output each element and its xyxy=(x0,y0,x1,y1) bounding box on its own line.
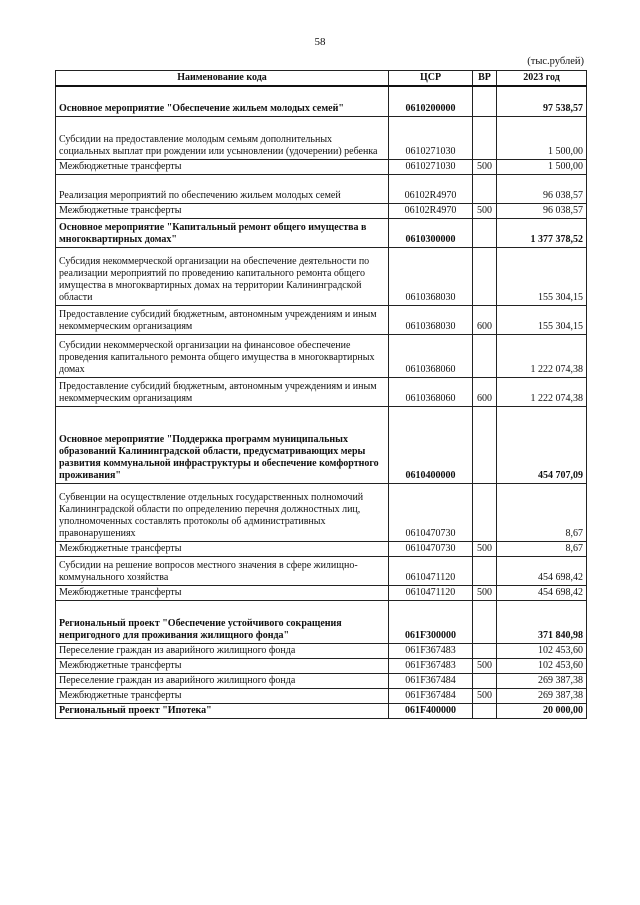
row-vr xyxy=(473,334,497,377)
table-row xyxy=(56,203,587,218)
row-csr: 0610471120 xyxy=(389,556,473,585)
row-name: Межбюджетные трансферты xyxy=(56,203,389,218)
row-vr xyxy=(473,247,497,305)
row-amount: 454 698,42 xyxy=(497,556,587,585)
row-amount: 155 304,15 xyxy=(497,247,587,305)
row-csr: 0610200000 xyxy=(389,86,473,116)
row-amount: 371 840,98 xyxy=(497,600,587,643)
row-amount: 454 707,09 xyxy=(497,406,587,483)
table-row xyxy=(56,483,587,541)
row-vr xyxy=(473,703,497,718)
budget-table xyxy=(55,70,587,719)
row-vr xyxy=(473,116,497,159)
table-row xyxy=(56,86,587,116)
row-vr: 500 xyxy=(473,658,497,673)
row-name: Региональный проект "Обеспечение устойчивого сокращения непригодного для проживания жилищного фонда" xyxy=(56,600,389,643)
row-csr: 0610368060 xyxy=(389,377,473,406)
row-name: Субсидии некоммерческой организации на финансовое обеспечение проведения капитального ремонта общего имущества в многоквартирных домах xyxy=(56,334,389,377)
row-amount: 8,67 xyxy=(497,541,587,556)
table-row xyxy=(56,305,587,334)
row-csr: 0610368060 xyxy=(389,334,473,377)
row-amount: 1 500,00 xyxy=(497,159,587,174)
row-vr: 500 xyxy=(473,585,497,600)
row-csr: 0610471120 xyxy=(389,585,473,600)
table-row xyxy=(56,377,587,406)
row-amount: 1 500,00 xyxy=(497,116,587,159)
row-vr xyxy=(473,556,497,585)
table-row xyxy=(56,541,587,556)
row-amount: 155 304,15 xyxy=(497,305,587,334)
row-amount: 1 222 074,38 xyxy=(497,377,587,406)
row-vr: 500 xyxy=(473,688,497,703)
header-name: Наименование кода xyxy=(56,71,389,87)
row-csr: 06102R4970 xyxy=(389,174,473,203)
row-name: Переселение граждан из аварийного жилищного фонда xyxy=(56,643,389,658)
row-amount: 8,67 xyxy=(497,483,587,541)
row-amount: 269 387,38 xyxy=(497,688,587,703)
row-csr: 06102R4970 xyxy=(389,203,473,218)
row-vr: 500 xyxy=(473,159,497,174)
row-vr: 600 xyxy=(473,377,497,406)
table-row xyxy=(56,159,587,174)
row-csr: 0610470730 xyxy=(389,483,473,541)
row-name: Региональный проект "Ипотека" xyxy=(56,703,389,718)
table-row xyxy=(56,174,587,203)
row-name: Межбюджетные трансферты xyxy=(56,541,389,556)
row-csr: 0610271030 xyxy=(389,159,473,174)
table-row xyxy=(56,643,587,658)
row-vr xyxy=(473,600,497,643)
row-name: Предоставление субсидий бюджетным, автономным учреждениям и иным некоммерческим организациям xyxy=(56,305,389,334)
row-name: Субсидия некоммерческой организации на обеспечение деятельности по реализации мероприятий по проведению капитального ремонта общего имущества в многоквартирных домах на территории Калининградской области xyxy=(56,247,389,305)
row-name: Основное мероприятие "Обеспечение жильем молодых семей" xyxy=(56,86,389,116)
table-row xyxy=(56,406,587,483)
row-name: Межбюджетные трансферты xyxy=(56,585,389,600)
row-csr: 061F400000 xyxy=(389,703,473,718)
table-row xyxy=(56,247,587,305)
row-vr: 500 xyxy=(473,203,497,218)
row-csr: 0610400000 xyxy=(389,406,473,483)
row-amount: 102 453,60 xyxy=(497,643,587,658)
row-csr: 061F367484 xyxy=(389,688,473,703)
row-name: Основное мероприятие "Поддержка программ муниципальных образований Калининградской области, предусматривающих меры развития коммунальной инфраструктуры и обеспечение комфортного проживания" xyxy=(56,406,389,483)
row-csr: 061F367483 xyxy=(389,658,473,673)
table-row xyxy=(56,116,587,159)
row-name: Межбюджетные трансферты xyxy=(56,658,389,673)
row-vr xyxy=(473,86,497,116)
row-amount: 454 698,42 xyxy=(497,585,587,600)
row-vr xyxy=(473,406,497,483)
row-csr: 0610368030 xyxy=(389,247,473,305)
row-amount: 1 222 074,38 xyxy=(497,334,587,377)
row-vr xyxy=(473,673,497,688)
units-label: (тыс.рублей) xyxy=(527,56,584,67)
header-year: 2023 год xyxy=(497,71,587,87)
row-csr: 0610300000 xyxy=(389,218,473,247)
row-vr xyxy=(473,174,497,203)
header-vr: ВР xyxy=(473,71,497,87)
header-csr: ЦСР xyxy=(389,71,473,87)
row-csr: 0610271030 xyxy=(389,116,473,159)
row-name: Переселение граждан из аварийного жилищного фонда xyxy=(56,673,389,688)
row-vr xyxy=(473,218,497,247)
table-row xyxy=(56,585,587,600)
table-row xyxy=(56,658,587,673)
row-csr: 061F367484 xyxy=(389,673,473,688)
row-csr: 061F367483 xyxy=(389,643,473,658)
row-name: Реализация мероприятий по обеспечению жильем молодых семей xyxy=(56,174,389,203)
table-header-row xyxy=(56,71,587,87)
table-row xyxy=(56,556,587,585)
row-name: Межбюджетные трансферты xyxy=(56,688,389,703)
table-row xyxy=(56,218,587,247)
row-vr: 500 xyxy=(473,541,497,556)
table-row xyxy=(56,703,587,718)
row-csr: 061F300000 xyxy=(389,600,473,643)
row-vr xyxy=(473,483,497,541)
row-amount: 102 453,60 xyxy=(497,658,587,673)
row-vr: 600 xyxy=(473,305,497,334)
row-vr xyxy=(473,643,497,658)
table-row xyxy=(56,688,587,703)
row-csr: 0610368030 xyxy=(389,305,473,334)
row-csr: 0610470730 xyxy=(389,541,473,556)
row-amount: 97 538,57 xyxy=(497,86,587,116)
row-amount: 96 038,57 xyxy=(497,203,587,218)
table-body xyxy=(56,86,587,718)
row-name: Субвенции на осуществление отдельных государственных полномочий Калининградской области по определению перечня должностных лиц, уполномоченных составлять протоколы об административных правонарушениях xyxy=(56,483,389,541)
row-name: Межбюджетные трансферты xyxy=(56,159,389,174)
row-amount: 1 377 378,52 xyxy=(497,218,587,247)
row-name: Предоставление субсидий бюджетным, автономным учреждениям и иным некоммерческим организациям xyxy=(56,377,389,406)
table-row xyxy=(56,600,587,643)
page-number: 58 xyxy=(314,36,326,48)
row-amount: 269 387,38 xyxy=(497,673,587,688)
row-name: Субсидии на предоставление молодым семьям дополнительных социальных выплат при рождении или усыновлении (удочерении) ребенка xyxy=(56,116,389,159)
table-row xyxy=(56,673,587,688)
row-name: Субсидии на решение вопросов местного значения в сфере жилищно-коммунального хозяйства xyxy=(56,556,389,585)
row-amount: 20 000,00 xyxy=(497,703,587,718)
row-amount: 96 038,57 xyxy=(497,174,587,203)
row-name: Основное мероприятие "Капитальный ремонт общего имущества в многоквартирных домах" xyxy=(56,218,389,247)
table-row xyxy=(56,334,587,377)
